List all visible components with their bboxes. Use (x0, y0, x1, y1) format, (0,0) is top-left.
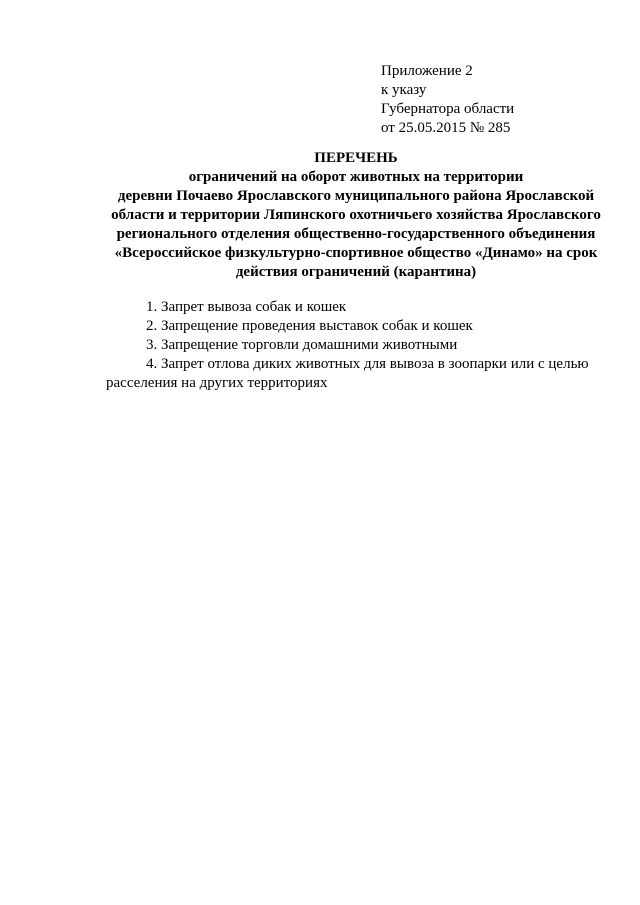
appendix-line: к указу (381, 82, 427, 98)
appendix-block (381, 62, 514, 138)
restrictions-list (106, 298, 616, 393)
title-line: действия ограничений (карантина) (235, 264, 477, 280)
title-line: регионального отделения общественно-государственного объединения (116, 226, 596, 242)
list-item: 3. Запрещение торговли домашними животными (146, 337, 458, 353)
appendix-line: Приложение 2 (381, 63, 473, 79)
title-line: деревни Почаево Ярославского муниципального района Ярославской (117, 188, 595, 204)
appendix-line: Губернатора области (381, 101, 515, 117)
title-line: ограничений на оборот животных на территории (188, 169, 524, 185)
list-item: 4. Запрет отлова диких животных для вывоза в зоопарки или с целью (146, 356, 589, 372)
title-heading: ПЕРЕЧЕНЬ (314, 150, 398, 166)
list-item-continuation: расселения на других территориях (106, 375, 328, 391)
list-item: 2. Запрещение проведения выставок собак и кошек (146, 318, 473, 334)
appendix-date-line: от 25.05.2015 № 285 (381, 120, 511, 136)
document-title (96, 149, 616, 282)
title-line: «Всероссийское физкультурно-спортивное общество «Динамо» на срок (114, 245, 598, 261)
title-line: области и территории Ляпинского охотничьего хозяйства Ярославского (111, 207, 601, 223)
list-item: 1. Запрет вывоза собак и кошек (146, 299, 347, 315)
